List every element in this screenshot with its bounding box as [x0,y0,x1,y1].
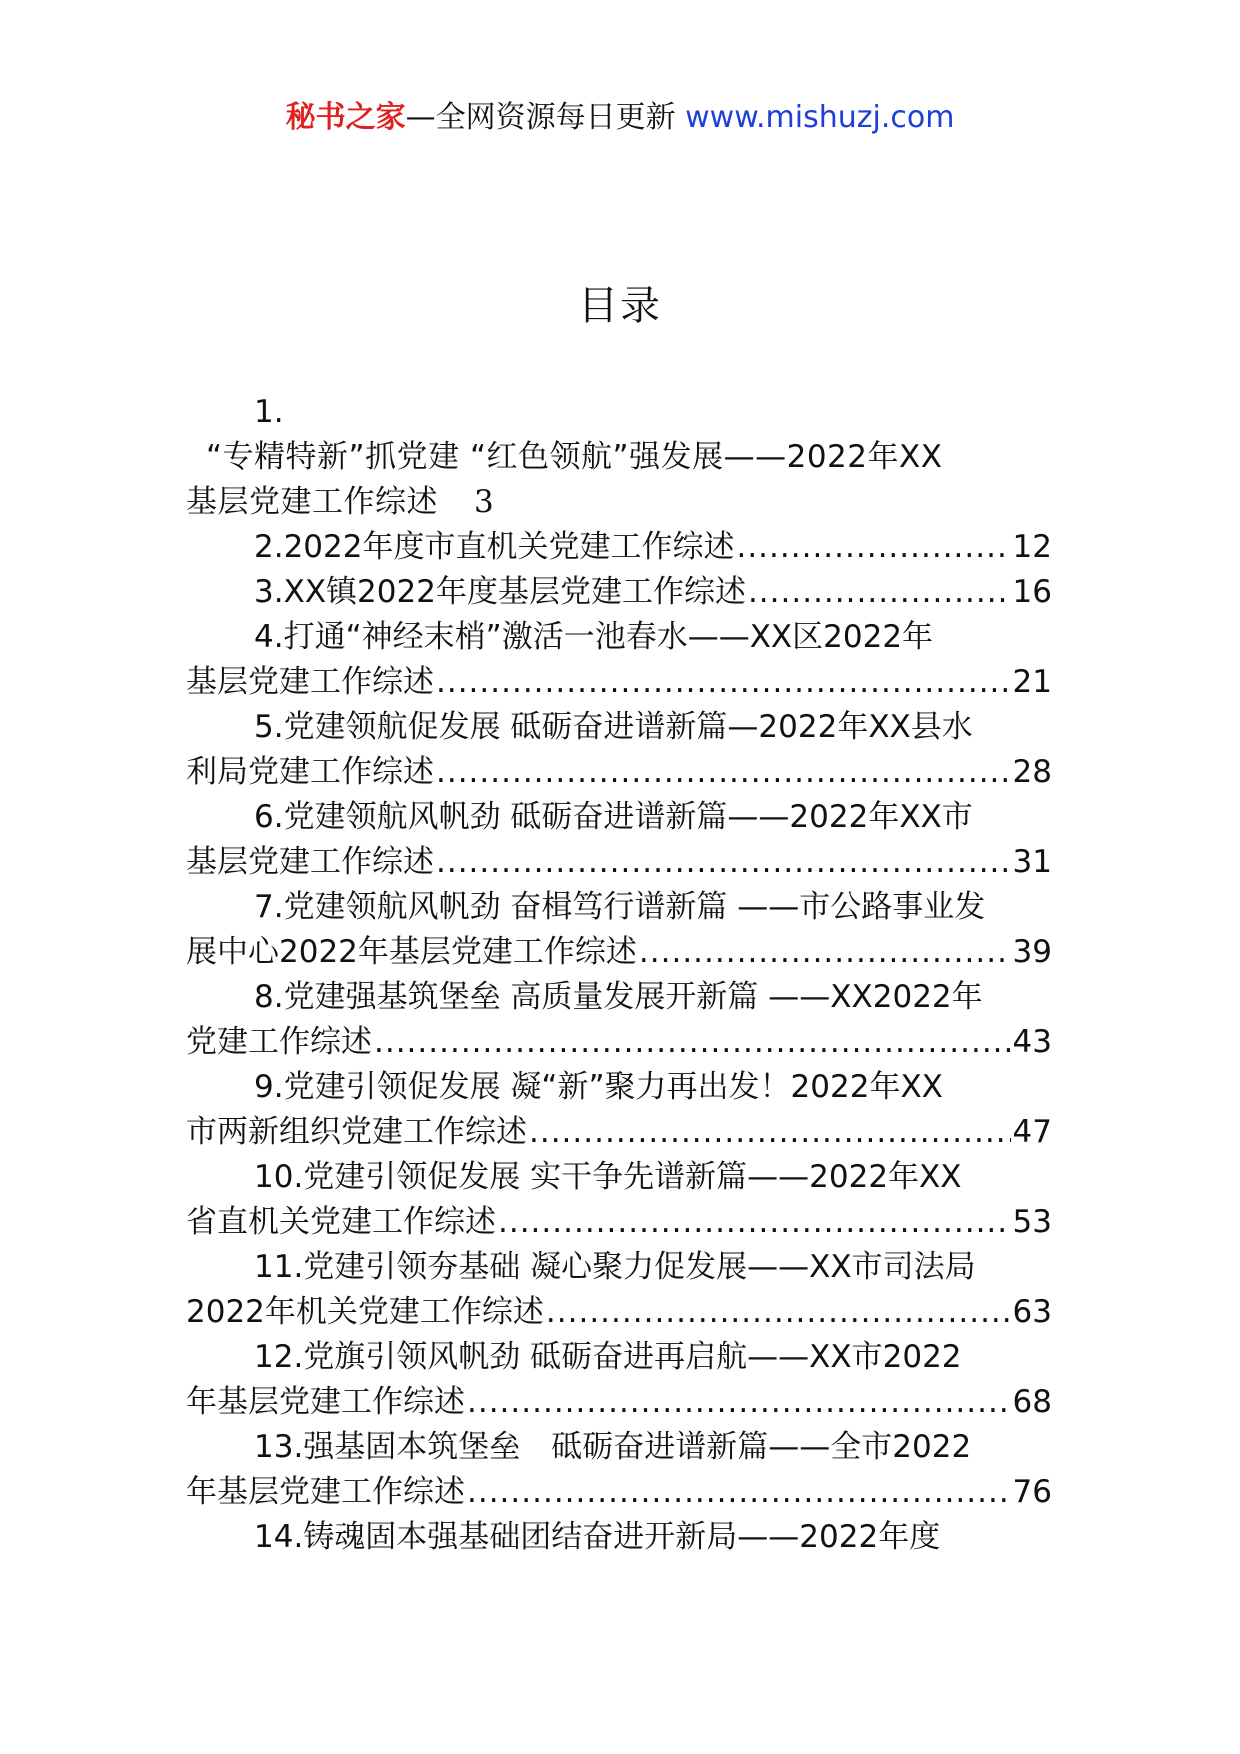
toc-entry-text: 市两新组织党建工作综述 [186,1114,527,1150]
toc-leader-dots [639,930,1011,975]
toc-entry-text: 2022年机关党建工作综述 [186,1294,544,1330]
toc-entry[interactable] [186,390,1052,525]
toc-entry-text: 基层党建工作综述 [186,844,434,880]
toc-entry[interactable] [186,705,1052,795]
toc-entry-title-line [186,795,1052,840]
toc-leader-dots [748,570,1011,615]
toc-entry-text: 5.党建领航促发展 砥砺奋进谱新篇—2022年XX县水 [254,709,973,745]
toc-page-number: 63 [1012,1294,1052,1330]
toc-entry-title-line [186,975,1052,1020]
toc-entry-text: 展中心2022年基层党建工作综述 [186,934,637,970]
toc-entry-title-line [186,1515,1052,1560]
header-slogan: —全网资源每日更新 [405,100,676,135]
toc-entry[interactable] [186,570,1052,615]
toc-entry[interactable] [186,1065,1052,1155]
toc-page-number: 43 [1012,1024,1052,1060]
toc-entry-text: 10.党建引领促发展 实干争先谱新篇——2022年XX [254,1159,962,1195]
toc-leader-dots [736,525,1010,570]
toc-leader-dots [436,660,1011,705]
toc-entry-text: 省直机关党建工作综述 [186,1204,496,1240]
toc-entry-title-line [186,1425,1052,1470]
toc-entry-title-line [186,1155,1052,1200]
brand-name: 秘书之家 [285,100,406,135]
toc-page-number: 28 [1012,754,1052,790]
toc-entry[interactable] [186,975,1052,1065]
toc-entry-title-line [186,1335,1052,1380]
toc-leader-dots [436,750,1011,795]
toc-entry-text: 4.打通“神经末梢”激活一池春水——XX区2022年 [254,619,934,655]
toc-entry-title-line [186,435,1052,480]
toc-entry-text: 党建工作综述 [186,1024,372,1060]
toc-entry-text: 11.党建引领夯基础 凝心聚力促发展——XX市司法局 [254,1249,976,1285]
toc-entry-title-line [186,525,1052,570]
toc-entry-text: 利局党建工作综述 [186,754,434,790]
toc-leader-dots [436,840,1011,885]
toc-entry[interactable] [186,1425,1052,1515]
toc-entry-text: 9.党建引领促发展 凝“新”聚力再出发！2022年XX [254,1069,943,1105]
toc-page-number: 76 [1012,1474,1052,1510]
page-title: 目录 [578,283,662,329]
toc-leader-dots [467,1470,1011,1515]
toc-entry-text: 12.党旗引领风帆劲 砥砺奋进再启航——XX市2022 [254,1339,962,1375]
toc-entry-text: 基层党建工作综述 [186,484,438,520]
toc-leader-dots [498,1200,1011,1245]
toc-entry-title-line [186,885,1052,930]
toc-entry-text: 13.强基固本筑堡垒 砥砺奋进谱新篇——全市2022 [254,1429,972,1465]
toc-entry-text: 7.党建领航风帆劲 奋楫笃行谱新篇 ——市公路事业发 [254,889,986,925]
toc-entry-title-line [186,840,1052,885]
toc-entry[interactable] [186,1245,1052,1335]
toc-entry-title-line [186,750,1052,795]
toc-page-number: 12 [1012,529,1052,565]
toc-entry[interactable] [186,795,1052,885]
toc-leader-dots [529,1110,1011,1155]
toc-leader-dots [374,1020,1011,1065]
toc-entry[interactable] [186,525,1052,570]
toc-entry-title-line [186,930,1052,975]
toc-entry-title-line [186,705,1052,750]
toc-entry-title-line [186,1470,1052,1515]
toc-page-number: 31 [1012,844,1052,880]
toc-entry-text: 14.铸魂固本强基础团结奋进开新局——2022年度 [254,1519,941,1555]
toc-page-number: 3 [474,484,494,520]
toc-page-number: 39 [1012,934,1052,970]
toc-entry-text: 3.XX镇2022年度基层党建工作综述 [254,574,746,610]
toc-entry[interactable] [186,1515,1052,1560]
toc-page-number: 68 [1012,1384,1052,1420]
toc-page-number: 53 [1012,1204,1052,1240]
toc-entry-text: 2.2022年度市直机关党建工作综述 [254,529,735,565]
toc-entry-text: 年基层党建工作综述 [186,1384,465,1420]
toc-leader-dots [467,1380,1011,1425]
toc-entry-text: 6.党建领航风帆劲 砥砺奋进谱新篇——2022年XX市 [254,799,973,835]
toc-entry-title-line [186,1245,1052,1290]
toc-entry[interactable] [186,615,1052,705]
toc-entry-text: 8.党建强基筑堡垒 高质量发展开新篇 ——XX2022年 [254,979,983,1015]
table-of-contents [186,390,1052,1560]
toc-entry[interactable] [186,1335,1052,1425]
toc-leader-dots [546,1290,1011,1335]
site-url-link[interactable]: www.mishuzj.com [685,100,955,135]
toc-entry-title-line [186,1380,1052,1425]
toc-entry-title-line [186,1110,1052,1155]
toc-entry-text: “专精特新”抓党建 “红色领航”强发展——2022年XX [206,439,943,475]
toc-page-number: 16 [1012,574,1052,610]
toc-entry-title-line [186,1200,1052,1245]
toc-entry-title-line [186,660,1052,705]
toc-entry-title-line [186,615,1052,660]
site-header [0,98,1240,138]
toc-page-number: 47 [1012,1114,1052,1150]
toc-entry-title-line [186,1290,1052,1335]
toc-entry[interactable] [186,1155,1052,1245]
toc-entry-title-line [186,480,1052,525]
toc-entry-title-line [186,1065,1052,1110]
toc-entry-title-line [186,570,1052,615]
toc-entry-text: 年基层党建工作综述 [186,1474,465,1510]
toc-entry-title-line [186,1020,1052,1065]
toc-entry-number: 1. [254,394,284,430]
toc-entry-text: 基层党建工作综述 [186,664,434,700]
toc-entry[interactable] [186,885,1052,975]
toc-page-number: 21 [1012,664,1052,700]
